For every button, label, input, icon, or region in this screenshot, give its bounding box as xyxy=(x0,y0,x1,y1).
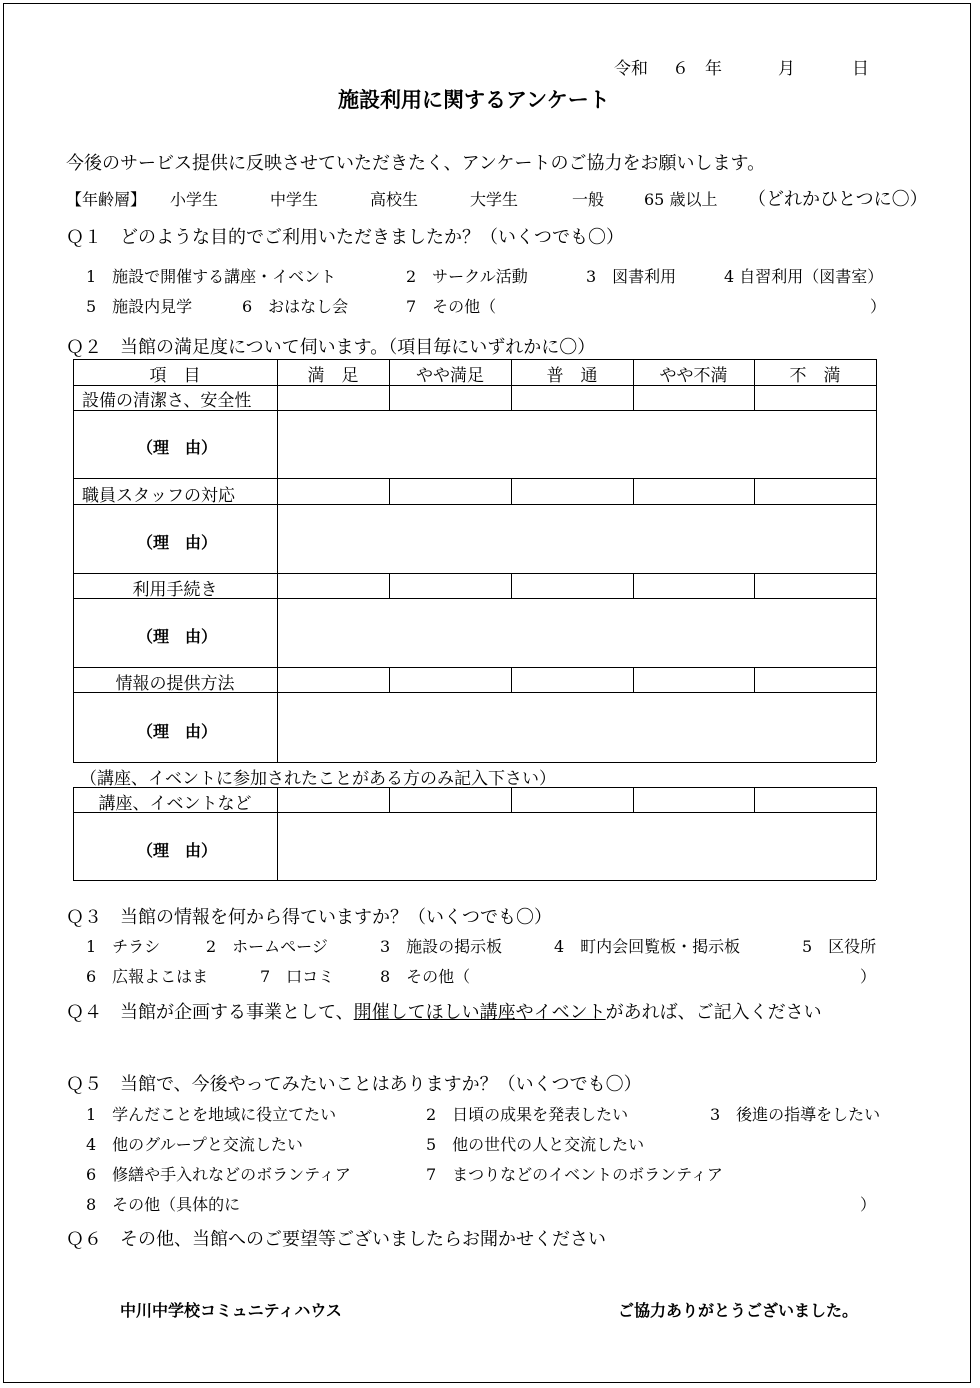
age-option[interactable]: 中学生 xyxy=(270,190,319,209)
q4-suffix: があれば、ご記入ください xyxy=(605,1002,822,1023)
q3-option-other-close: ） xyxy=(860,967,877,986)
event-note: （講座、イベントに参加されたことがある方のみ記入下さい） xyxy=(80,769,556,789)
page-title: 施設利用に関するアンケート xyxy=(338,88,610,112)
q3-option[interactable]: 4 町内会回覧板・掲示板 xyxy=(554,937,741,956)
q3-option[interactable]: 1 チラシ xyxy=(86,937,161,956)
q4-underlined: 開催してほしい講座やイベント xyxy=(353,1002,606,1023)
q4-prefix: Ｑ４ 当館が企画する事業として、 xyxy=(66,1002,354,1023)
q3-option-other[interactable]: 8 その他（ xyxy=(380,967,471,986)
q5-option[interactable]: 5 他の世代の人と交流したい xyxy=(426,1135,645,1154)
age-label: 【年齢層】 xyxy=(66,190,147,209)
reason-label: （理 由） xyxy=(137,533,218,552)
header-neutral: 普 通 xyxy=(546,366,598,386)
header-somewhat-dissatisfied: やや不満 xyxy=(659,366,728,386)
q1-option[interactable]: 1 施設で開催する講座・イベント xyxy=(86,267,337,286)
reason-label: （理 由） xyxy=(137,438,218,457)
q3-option[interactable]: 3 施設の掲示板 xyxy=(380,937,503,956)
reason-label: （理 由） xyxy=(137,841,218,860)
q1-option[interactable]: 2 サークル活動 xyxy=(406,267,528,286)
q4-question xyxy=(66,998,822,1024)
q1-option-other-close: ） xyxy=(870,297,887,316)
q2-question: Ｑ２ 当館の満足度について伺います。（項目毎にいずれかに〇） xyxy=(66,337,596,358)
age-option[interactable]: 一般 xyxy=(572,190,605,209)
reason-label: （理 由） xyxy=(137,627,218,646)
header-somewhat-satisfied: やや満足 xyxy=(416,366,484,386)
q5-option[interactable]: 3 後進の指導をしたい xyxy=(710,1105,881,1124)
reason-label: （理 由） xyxy=(137,722,218,741)
q1-option[interactable]: 5 施設内見学 xyxy=(86,297,193,316)
header-item: 項 目 xyxy=(149,366,201,386)
header-satisfied: 満 足 xyxy=(307,366,359,386)
date-year-unit: 年 xyxy=(705,59,722,79)
date-month-unit: 月 xyxy=(778,59,795,79)
q5-option-other[interactable]: 8 その他（具体的に xyxy=(86,1195,241,1214)
footer-org: 中川中学校コミュニティハウス xyxy=(120,1301,342,1320)
age-option[interactable]: 高校生 xyxy=(370,190,419,209)
intro-text: 今後のサービス提供に反映させていただきたく、アンケートのご協力をお願いします。 xyxy=(66,153,766,174)
q5-option[interactable]: 1 学んだことを地域に役立てたい xyxy=(86,1105,337,1124)
q3-option[interactable]: 6 広報よこはま xyxy=(86,967,209,986)
q3-option[interactable]: 5 区役所 xyxy=(802,937,877,956)
date-day-unit: 日 xyxy=(852,59,869,79)
age-note: （どれかひとつに〇） xyxy=(748,189,928,210)
q3-question: Ｑ３ 当館の情報を何から得ていますか？（いくつでも〇） xyxy=(66,907,552,928)
q1-option[interactable]: 6 おはなし会 xyxy=(242,297,349,316)
q5-option[interactable]: 6 修繕や手入れなどのボランティア xyxy=(86,1165,351,1184)
q1-question: Ｑ１ どのような目的でご利用いただきましたか？（いくつでも〇） xyxy=(66,227,624,248)
q6-question: Ｑ６ その他、当館へのご要望等ございましたらお聞かせください xyxy=(66,1229,606,1250)
q3-option[interactable]: 2 ホームページ xyxy=(206,937,328,956)
q5-option-other-close: ） xyxy=(860,1195,877,1214)
date-era: 令和 xyxy=(614,59,648,79)
item-label: 利用手続き xyxy=(132,580,218,600)
item-label: 職員スタッフの対応 xyxy=(82,486,235,506)
q1-option-other[interactable]: 7 その他（ xyxy=(406,297,497,316)
q1-option[interactable]: 3 図書利用 xyxy=(586,267,677,286)
age-option[interactable]: 大学生 xyxy=(470,190,519,209)
q5-option[interactable]: 4 他のグループと交流したい xyxy=(86,1135,303,1154)
footer-thanks: ご協力ありがとうございました。 xyxy=(618,1301,859,1320)
age-option[interactable]: 65 歳以上 xyxy=(644,190,718,209)
q3-option[interactable]: 7 口コミ xyxy=(260,967,335,986)
q5-question: Ｑ５ 当館で、今後やってみたいことはありますか？（いくつでも〇） xyxy=(66,1074,642,1095)
date-year: ６ xyxy=(672,59,689,79)
age-option[interactable]: 小学生 xyxy=(170,190,219,209)
header-dissatisfied: 不 満 xyxy=(789,366,841,386)
item-label: 設備の清潔さ、安全性 xyxy=(82,391,252,411)
q1-option[interactable]: 4 自習利用（図書室） xyxy=(724,267,884,286)
q5-option[interactable]: 2 日頃の成果を発表したい xyxy=(426,1105,629,1124)
item-label: 情報の提供方法 xyxy=(115,674,235,694)
q5-option[interactable]: 7 まつりなどのイベントのボランティア xyxy=(426,1165,723,1184)
item-label: 講座、イベントなど xyxy=(98,794,252,814)
